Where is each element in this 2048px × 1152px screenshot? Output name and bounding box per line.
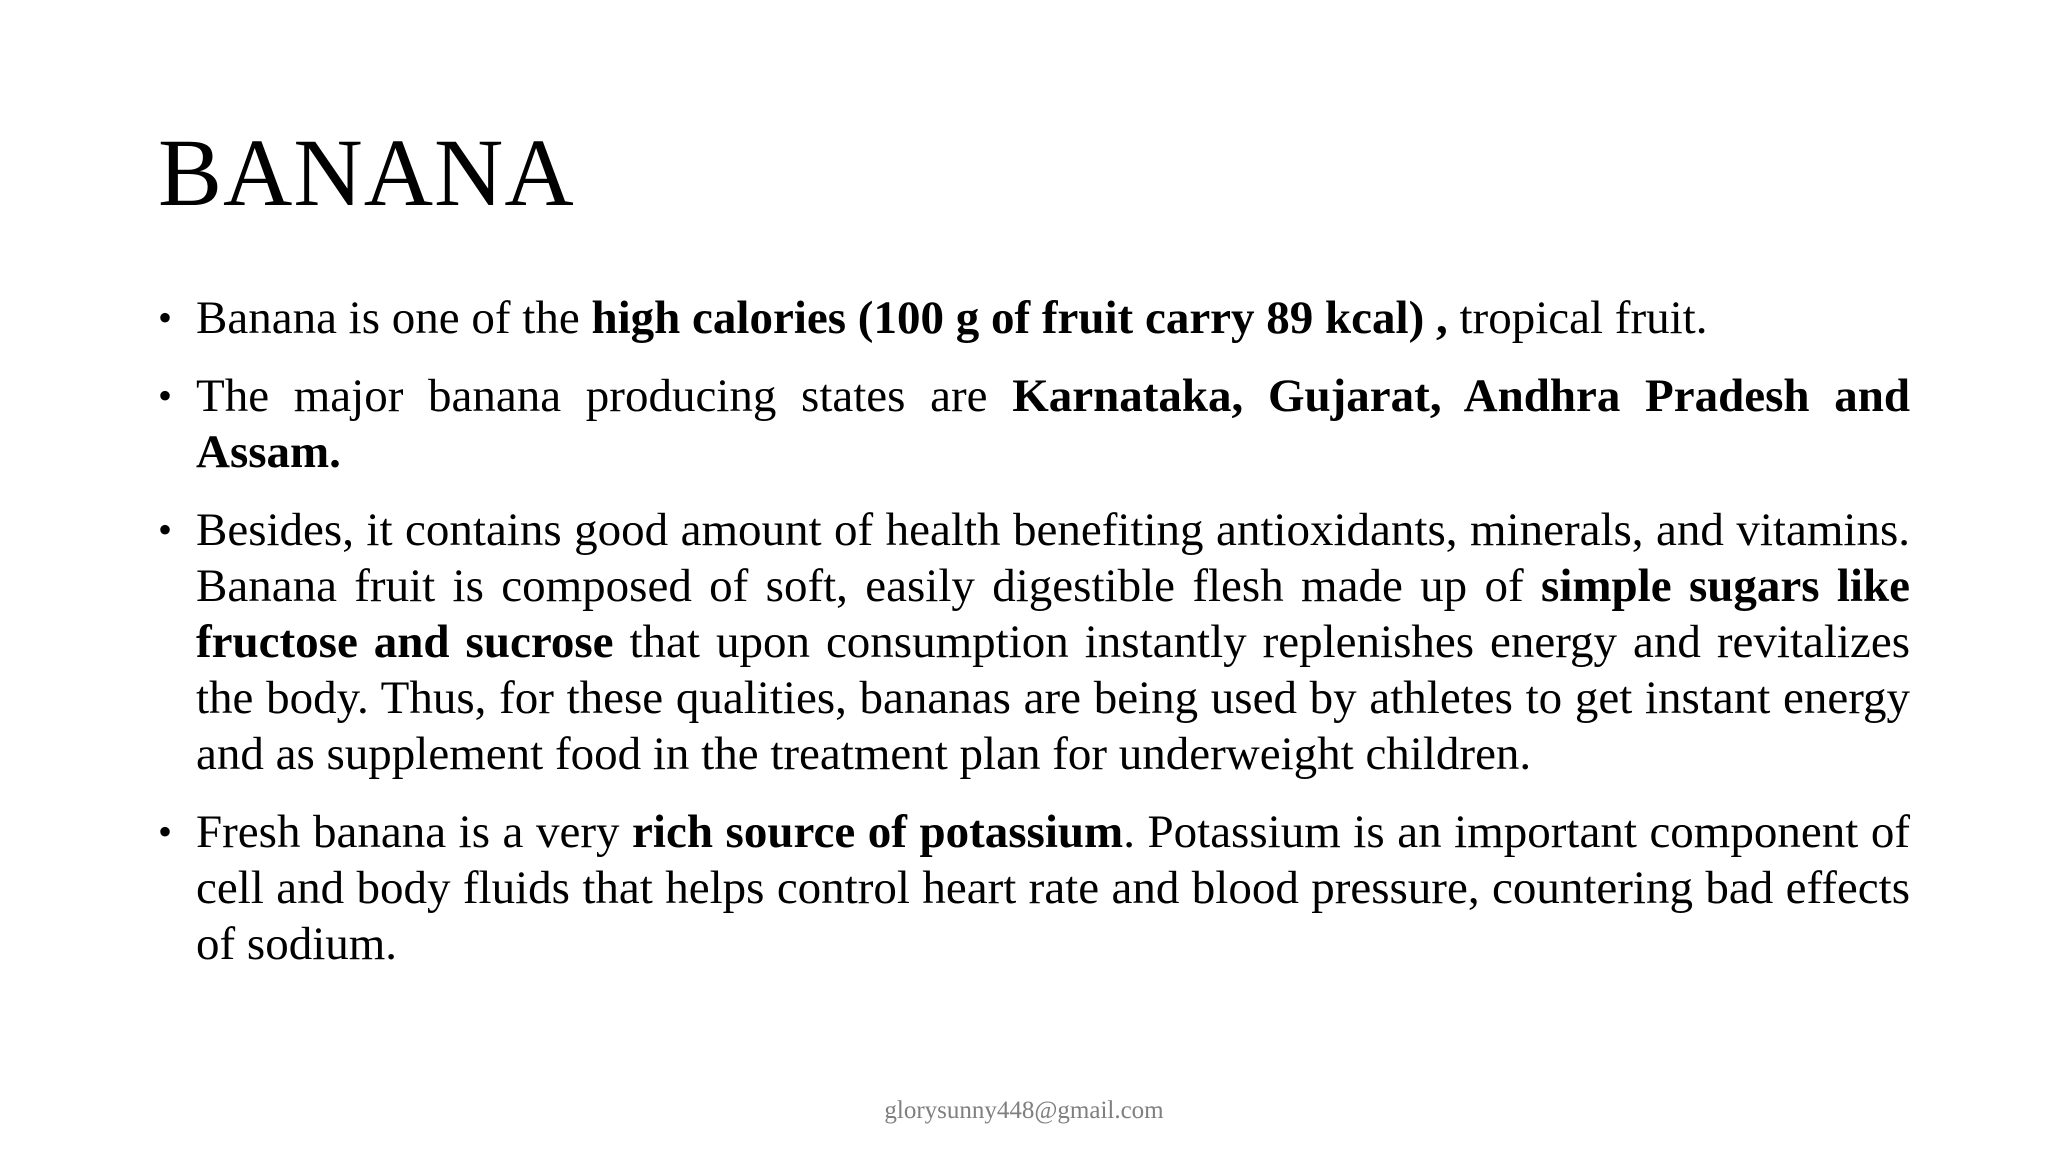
- slide-title: BANANA: [158, 119, 575, 226]
- bullet-dot-icon: •: [158, 809, 173, 854]
- bullet-item-calories: [158, 290, 1910, 346]
- bullet-dot-icon: •: [158, 373, 173, 418]
- bullet-text-segment: Fresh banana is a very: [196, 806, 633, 858]
- bullet-bold-segment: rich source of potassium: [632, 806, 1124, 858]
- bullet-dot-icon: •: [158, 507, 173, 552]
- bullet-item-nutrients: [158, 502, 1910, 782]
- bullet-item-states: [158, 368, 1910, 480]
- bullet-text-segment: The major banana producing states are: [196, 370, 1013, 422]
- bullet-bold-segment: simple sugars like fructose and sucrose: [196, 560, 1910, 668]
- bullet-text-segment: that upon consumption instantly replenishes energy and revitalizes the body. Thus, for these qualities, bananas are being used by athletes to get instant energy and as supplement food in the treatment plan for underweight children.: [196, 616, 1910, 780]
- bullet-text-segment: Banana is one of the: [196, 292, 592, 344]
- bullet-bold-segment: high calories (100 g of fruit carry 89 kcal) ,: [591, 292, 1448, 344]
- bullet-text-segment: Besides, it contains good amount of health benefiting antioxidants, minerals, and vitamins. Banana fruit is composed of soft, easily digestible flesh made up of: [196, 504, 1910, 612]
- bullet-text-segment: . Potassium is an important component of cell and body fluids that helps control heart rate and blood pressure, countering bad effects of sodium.: [196, 806, 1910, 970]
- bullet-item-potassium: [158, 804, 1910, 972]
- bullet-dot-icon: •: [158, 295, 173, 340]
- bullet-text-segment: tropical fruit.: [1447, 292, 1708, 344]
- footer-email: glorysunny448@gmail.com: [884, 1097, 1164, 1124]
- bullet-bold-segment: Karnataka, Gujarat, Andhra Pradesh and Assam.: [196, 370, 1910, 478]
- bullet-list: [158, 290, 1910, 994]
